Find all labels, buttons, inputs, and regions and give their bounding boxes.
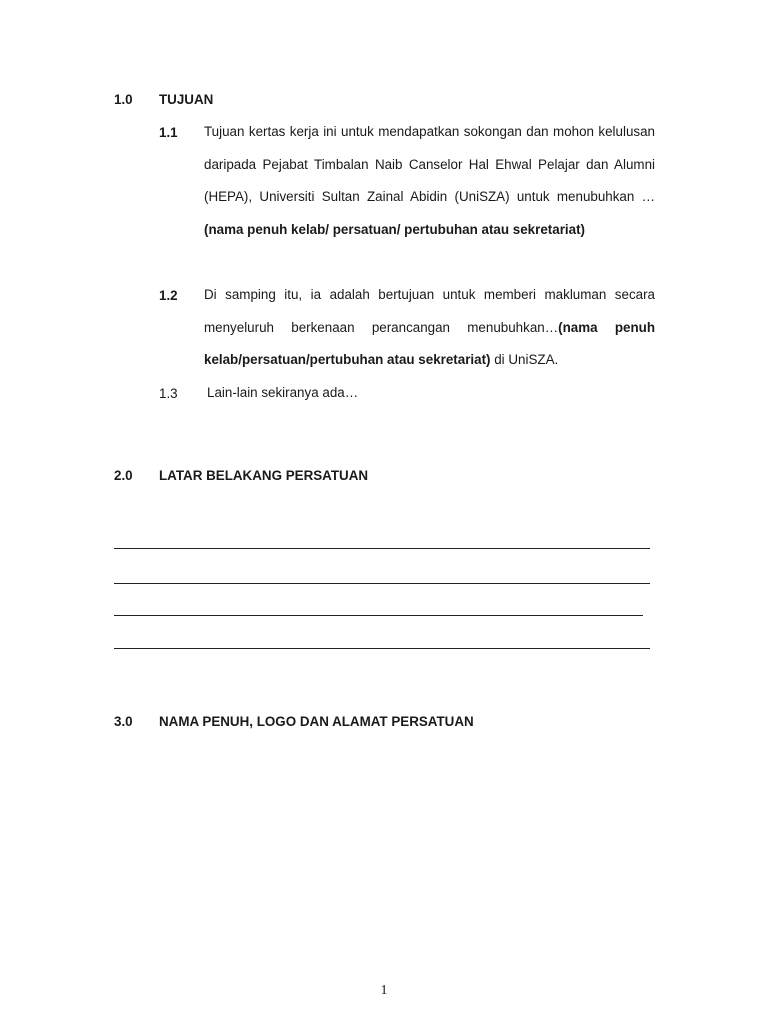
section-2-title: LATAR BELAKANG PERSATUAN [159,468,369,483]
blank-line-4 [114,648,650,649]
item-1-2-text: Di samping itu, ia adalah bertujuan untuk memberi makluman secara menyeluruh berkenaan perancangan menubuhkan… [204,287,655,335]
section-2-number: 2.0 [114,468,133,483]
section-1-title: TUJUAN [159,92,214,107]
section-3-title: NAMA PENUH, LOGO DAN ALAMAT PERSATUAN [159,714,474,729]
item-1-3-number: 1.3 [159,386,178,401]
item-1-1-bold-text: (nama penuh kelab/ persatuan/ pertubuhan atau sekretariat) [204,222,585,238]
section-1-number: 1.0 [114,92,133,107]
item-1-2-paragraph [204,279,655,377]
item-1-1-paragraph [204,116,655,247]
blank-line-1 [114,548,650,549]
blank-line-3 [114,615,643,616]
item-1-2-bold-text: (nama penuh kelab/persatuan/pertubuhan atau sekretariat) [204,319,655,368]
item-1-1-number: 1.1 [159,125,178,140]
page-number: 1 [380,983,388,998]
item-1-1-text: Tujuan kertas kerja ini untuk mendapatkan sokongan dan mohon kelulusan daripada Pejabat Timbalan Naib Canselor Hal Ehwal Pelajar dan Alumni (HEPA), Universiti Sultan Zainal Abidin (UniSZA) untuk menubuhkan … [204,124,655,205]
blank-line-2 [114,583,650,584]
item-1-3-paragraph [207,377,658,410]
item-1-2-text-end: di UniSZA. [490,352,559,368]
section-3-number: 3.0 [114,714,133,729]
item-1-2-number: 1.2 [159,288,178,303]
item-1-3-text: Lain-lain sekiranya ada… [207,385,359,400]
